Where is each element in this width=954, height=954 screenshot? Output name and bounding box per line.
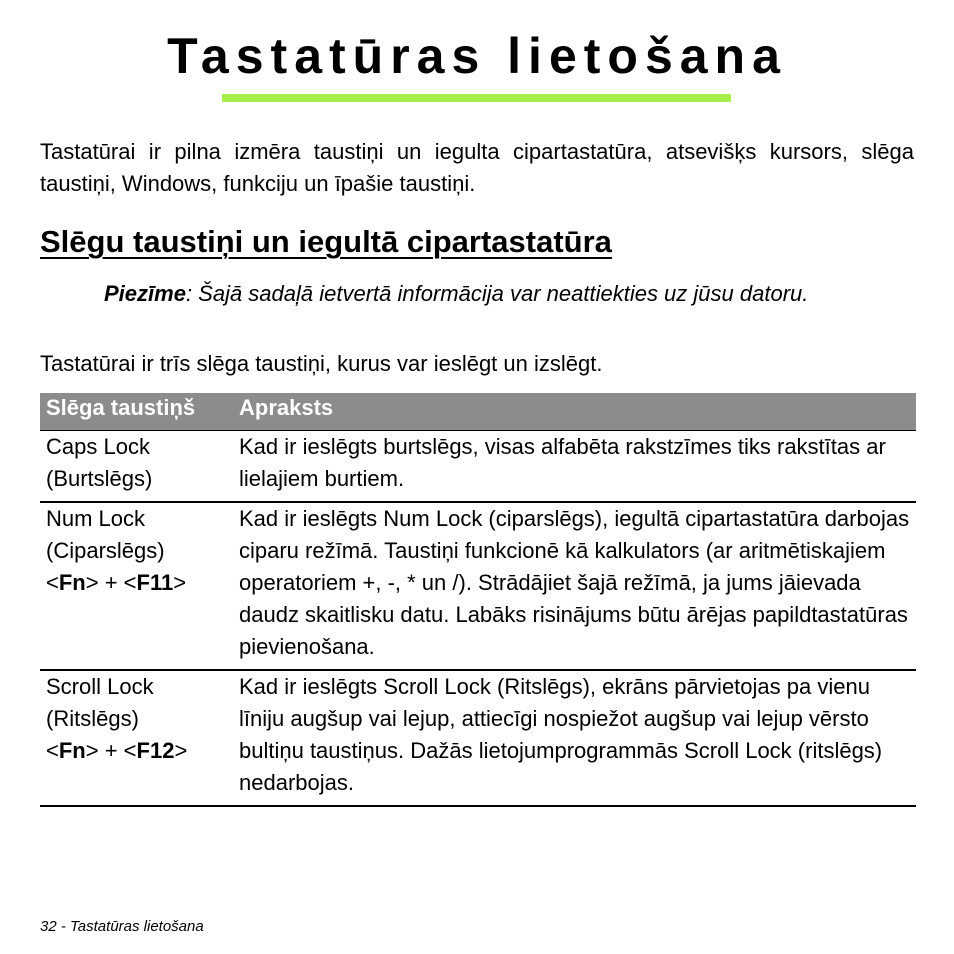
combo-join: > + < [85, 570, 137, 595]
key-combo [46, 735, 227, 767]
page-title: Tastatūras lietošana [167, 28, 787, 84]
description-cell: Kad ir ieslēgts Num Lock (ciparslēgs), iegultā cipartastatūra darbojas ciparu režīmā. Taustiņi funkcionē kā kalkulators (ar aritmētiskajiem operatoriem +, -, * un /). Strādājiet šajā režīmā, ja jums jāievada daudz skaitlisku datu. Labāks risinājums būtu ārējas papildtastatūras pievienošana. [233, 502, 916, 670]
key-name: Scroll Lock [46, 674, 154, 699]
combo-bracket: < [46, 738, 59, 763]
key-cell [40, 502, 233, 670]
key-cell [40, 670, 233, 806]
combo-bracket: > [174, 738, 188, 763]
key-cell [40, 431, 233, 503]
combo-bracket: < [46, 570, 59, 595]
note-label: Piezīme [104, 281, 186, 306]
table-header-row [40, 393, 916, 431]
intro-paragraph: Tastatūrai ir pilna izmēra taustiņi un iegulta cipartastatūra, atsevišķs kursors, slēga taustiņi, Windows, funkciju un īpašie taustiņi. [40, 139, 914, 196]
key-combo [46, 567, 227, 599]
page-footer: 32 - Tastatūras lietošana [40, 918, 204, 935]
combo-key-f11: F11 [136, 570, 174, 595]
combo-key-fn: Fn [58, 570, 86, 595]
lead-paragraph: Tastatūrai ir trīs slēga taustiņi, kurus var ieslēgt un izslēgt. [40, 351, 603, 376]
table-row [40, 431, 916, 503]
lock-keys-table [40, 393, 916, 807]
combo-key-f12: F12 [136, 738, 175, 763]
table-header-description: Apraksts [233, 393, 916, 431]
description-cell: Kad ir ieslēgts burtslēgs, visas alfabēta rakstzīmes tiks rakstītas ar lielajiem burtiem. [233, 431, 916, 503]
combo-bracket: > [173, 570, 187, 595]
section-heading: Slēgu taustiņi un iegultā cipartastatūra [40, 224, 612, 259]
description-cell: Kad ir ieslēgts Scroll Lock (Ritslēgs), ekrāns pārvietojas pa vienu līniju augšup vai lejup, attiecīgi nospiežot augšup vai lejup vērsto bultiņu taustiņus. Dažās lietojumprogrammās Scroll Lock (ritslēgs) nedarbojas. [233, 670, 916, 806]
key-name: Caps Lock [46, 434, 150, 459]
key-name: Num Lock [46, 506, 146, 531]
table-header-key: Slēga taustiņš [40, 393, 233, 431]
note-paragraph [104, 278, 914, 310]
key-alt-name: (Burtslēgs) [46, 466, 153, 491]
note-text: : Šajā sadaļā ietvertā informācija var neattiekties uz jūsu datoru. [185, 281, 809, 306]
combo-key-fn: Fn [58, 738, 86, 763]
table-row [40, 502, 916, 670]
table-row [40, 670, 916, 806]
title-underline-bar [222, 94, 731, 102]
key-alt-name: (Ciparslēgs) [46, 538, 165, 563]
combo-join: > + < [85, 738, 137, 763]
key-alt-name: (Ritslēgs) [46, 706, 139, 731]
